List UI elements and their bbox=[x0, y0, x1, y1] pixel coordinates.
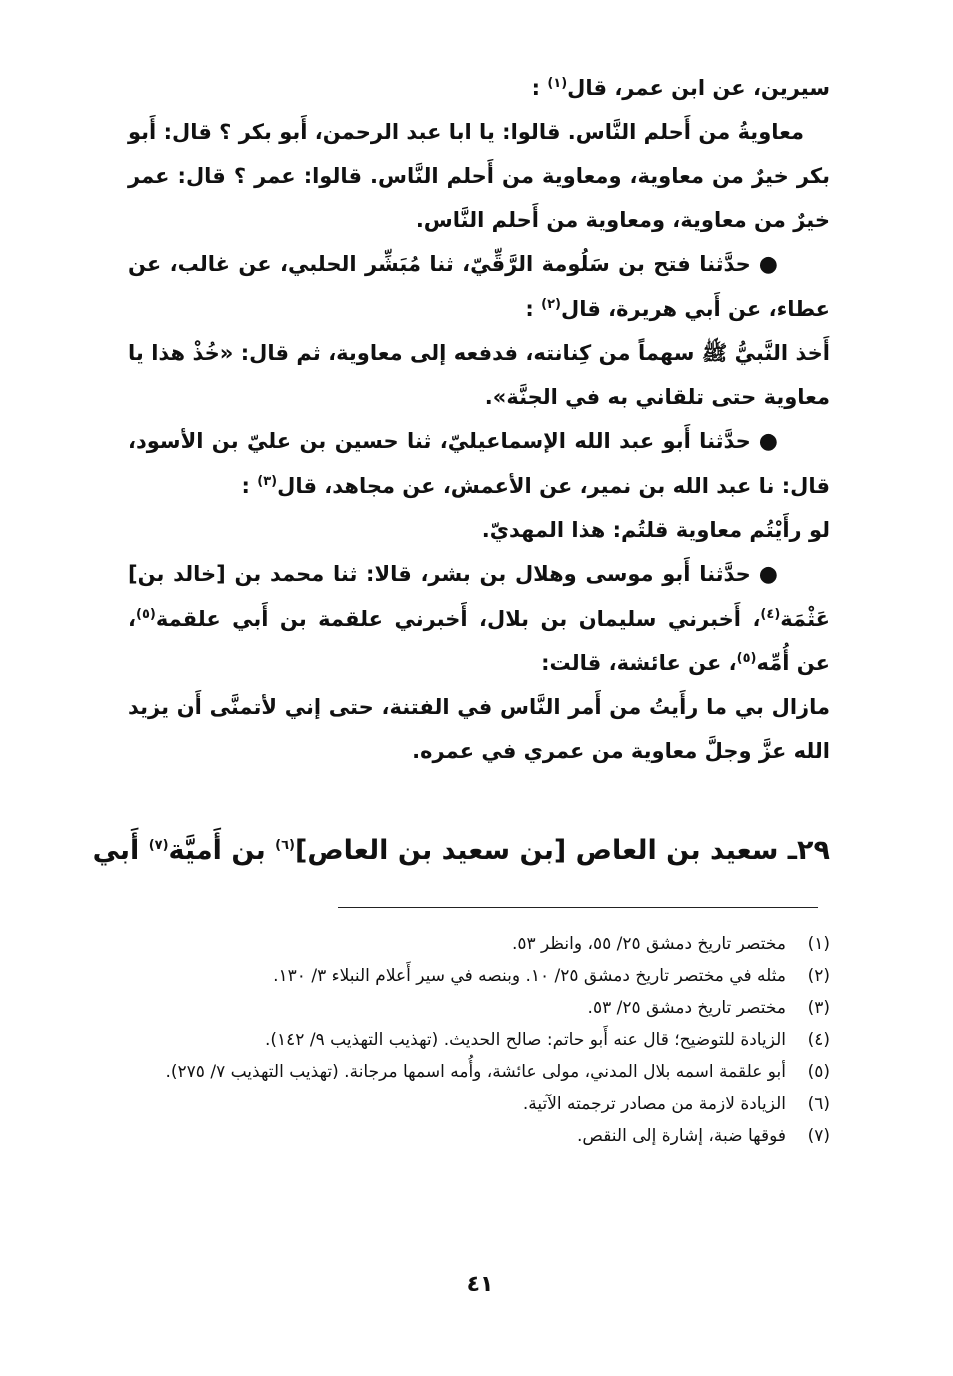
paragraph-5 bbox=[128, 419, 830, 508]
paragraph-6: لو رأَيْتُم معاوية قلتُم: هذا المهديّ. bbox=[481, 518, 830, 542]
footnotes bbox=[128, 928, 830, 1152]
footnote-ref: (٥) bbox=[135, 607, 156, 622]
paragraph-3 bbox=[128, 242, 830, 331]
footnote-item bbox=[128, 928, 830, 960]
footnote-item bbox=[128, 1056, 830, 1088]
footnote-text: أبو علقمة اسمه بلال المدني، مولى عائشة، وأُمه اسمها مرجانة. (تهذيب التهذيب ٧/ ٢٧٥). bbox=[165, 1062, 786, 1082]
bullet-icon: ● bbox=[758, 429, 778, 454]
footnote-text: الزيادة للتوضيح؛ قال عنه أَبو حاتم: صالح الحديث. (تهذيب التهذيب ٩/ ١٤٢). bbox=[264, 1030, 786, 1050]
footnote-number: (٢) bbox=[807, 966, 830, 986]
footnote-number: (٦) bbox=[807, 1094, 830, 1114]
footnote-number: (٧) bbox=[807, 1126, 830, 1146]
footnote-ref: (٣) bbox=[257, 474, 278, 489]
bullet-icon: ● bbox=[758, 562, 778, 587]
footnote-text: الزيادة لازمة من مصادر ترجمته الآتية. bbox=[522, 1094, 786, 1114]
heading-text: بن أَميَّة bbox=[168, 835, 276, 866]
main-text bbox=[128, 66, 830, 773]
section-heading bbox=[92, 828, 830, 874]
footnote-number: (٥) bbox=[807, 1062, 830, 1082]
paragraph-text: ، عن أُمِّه bbox=[128, 607, 830, 675]
footnote-item bbox=[128, 992, 830, 1024]
footnote-number: (٤) bbox=[807, 1030, 830, 1050]
footnote-text: مثله في مختصر تاريخ دمشق ٢٥/ ١٠. وبنصه في سير أَعلام النبلاء ٣/ ١٣٠. bbox=[273, 966, 786, 986]
footnote-divider bbox=[338, 907, 818, 908]
heading-text: أَبي bbox=[92, 835, 149, 866]
footnote-number: (١) bbox=[807, 934, 830, 954]
footnote-ref: (٥) bbox=[736, 651, 757, 666]
paragraph-2: معاويةُ من أَحلم النَّاس. قالوا: يا ابا عبد الرحمن، أَبو بكر ؟ قال: أَبو بكر خيرٌ من معاوية، ومعاوية من أَحلم النَّاس. قالوا: عمر ؟ قال: عمر خيرٌ من معاوية، ومعاوية من أَحلم النَّاس. bbox=[128, 120, 830, 232]
paragraph-1 bbox=[128, 66, 830, 110]
paragraph-text: حدَّثنا أَبو عبد الله الإسماعيليّ، ثنا حسين بن عليّ بن الأسود، قال: نا عبد الله بن نمير، عن الأعمش، عن مجاهد، قال bbox=[128, 429, 830, 498]
footnote-item bbox=[128, 960, 830, 992]
footnote-ref: (٦) bbox=[275, 838, 295, 853]
footnote-ref: (٢) bbox=[541, 297, 561, 312]
paragraph-text: حدَّثنا فتح بن سَلُومة الرَّقِّيّ، ثنا مُبَشِّر الحلبي، عن غالب، عن عطاء، عن أَبي هريرة، قال bbox=[128, 252, 830, 321]
footnote-ref: (١) bbox=[547, 76, 568, 91]
paragraph-text: : bbox=[241, 474, 258, 498]
footnote-item bbox=[128, 1024, 830, 1056]
footnote-number: (٣) bbox=[807, 998, 830, 1018]
paragraph-text: ، عن عائشة، قالت: bbox=[541, 651, 737, 675]
paragraph-text: ، أَخبرني سليمان بن بلال، أَخبرني علقمة بن أَبي علقمة bbox=[155, 607, 761, 631]
footnote-text: مختصر تاريخ دمشق ٢٥/ ٥٥، وانظر ٥٣. bbox=[511, 934, 786, 954]
footnote-text: مختصر تاريخ دمشق ٢٥/ ٥٣. bbox=[587, 998, 786, 1018]
paragraph-text: : bbox=[531, 76, 548, 100]
paragraph-7 bbox=[128, 552, 830, 685]
paragraph-4: أَخذ النَّبيُّ ﷺ سهماً من كِنانته، فدفعه إلى معاوية، ثم قال: «خُذْ هذا يا معاوية حتى تلقاني به في الجنَّة». bbox=[128, 341, 830, 409]
bullet-icon: ● bbox=[758, 252, 778, 277]
footnote-item bbox=[128, 1120, 830, 1152]
heading-text: ٢٩ـ سعيد بن العاص [بن سعيد بن العاص] bbox=[295, 835, 830, 866]
paragraph-text: سيرين، عن ابن عمر، قال bbox=[567, 76, 830, 100]
page-number: ٤١ bbox=[466, 1272, 494, 1297]
footnote-ref: (٤) bbox=[760, 607, 781, 622]
footnote-ref: (٧) bbox=[148, 838, 169, 853]
footnote-item bbox=[128, 1088, 830, 1120]
paragraph-text: : bbox=[525, 297, 542, 321]
footnote-text: فوقها ضبة، إشارة إلى النقص. bbox=[576, 1126, 786, 1146]
paragraph-8: مازال بي ما رأَيتُ من أَمر النَّاس في الفتنة، حتى إني لأتمنَّى أَن يزيد الله عزَّ وجلَّ معاوية من عمري في عمره. bbox=[128, 695, 830, 763]
paragraph-text: حدَّثنا أَبو موسى وهلال بن بشر، قالا: ثنا محمد بن [خالد بن] عَثْمَة bbox=[128, 562, 830, 631]
